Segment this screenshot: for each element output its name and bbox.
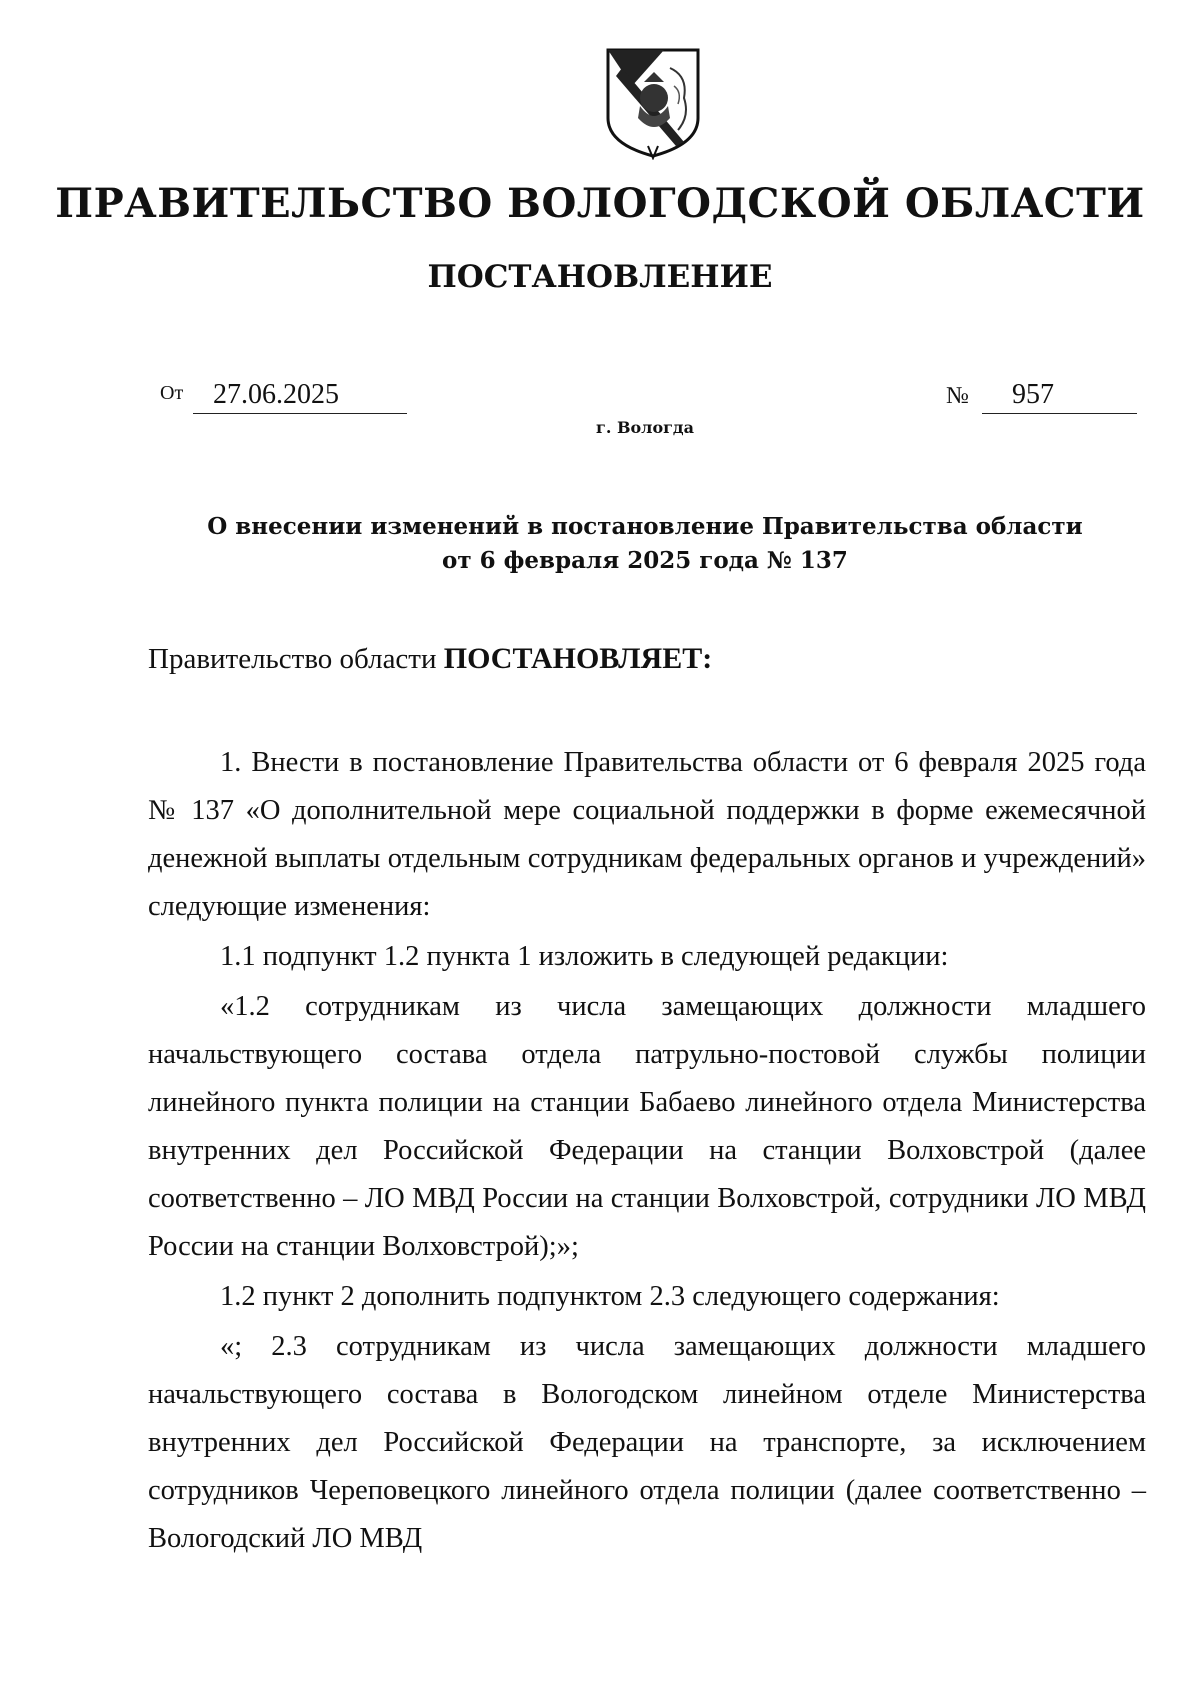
decree-statement (148, 642, 712, 676)
government-title: ПРАВИТЕЛЬСТВО ВОЛОГОДСКОЙ ОБЛАСТИ (55, 180, 1145, 227)
number-prefix: № (946, 383, 969, 409)
decree-lead: Правительство области (148, 643, 444, 675)
paragraph-1-2: 1.2 пункт 2 дополнить подпунктом 2.3 следующего содержания: (220, 1281, 1000, 1312)
paragraph-1-1: 1.1 подпункт 1.2 пункта 1 изложить в следующей редакции: (220, 941, 949, 972)
coat-of-arms-icon (604, 46, 702, 160)
paragraph-1: 1. Внести в постановление Правительства области от 6 февраля 2025 года № 137 «О дополнительной мере социальной поддержки в форме ежемесячной денежной выплаты отдельным сотрудникам федеральных органов и учреждений» следующие изменения: (148, 747, 1146, 922)
decree-verb: ПОСТАНОВЛЯЕТ: (443, 642, 713, 675)
document-date: 27.06.2025 (193, 380, 407, 414)
date-prefix: От (160, 382, 184, 404)
paragraph-1-1-text: «1.2 сотрудникам из числа замещающих должности младшего начальствующего состава отдела патрульно-постовой службы полиции линейного пункта полиции на станции Бабаево линейного отдела Министерства внутренних дел Российской Федерации на станции Волховстрой (далее соответственно – ЛО МВД России на станции Волховстрой, сотрудники ЛО МВД России на станции Волховстрой);»; (148, 991, 1146, 1262)
subject-line-2: от 6 февраля 2025 года № 137 (442, 547, 848, 574)
document-number: 957 (982, 380, 1137, 414)
paragraph-1-2-text: «; 2.3 сотрудникам из числа замещающих должности младшего начальствующего состава в Вологодском линейном отделе Министерства внутренних дел Российской Федерации на транспорте, за исключением сотрудников Череповецкого линейного отдела полиции (далее соответственно – Вологодский ЛО МВД (148, 1331, 1146, 1554)
subject-line-1: О внесении изменений в постановление Правительства области (207, 513, 1083, 540)
document-subject (0, 510, 1200, 578)
city-label: г. Вологда (596, 418, 694, 437)
document-type-heading: ПОСТАНОВЛЕНИЕ (427, 259, 773, 295)
document-body (148, 739, 1146, 1563)
